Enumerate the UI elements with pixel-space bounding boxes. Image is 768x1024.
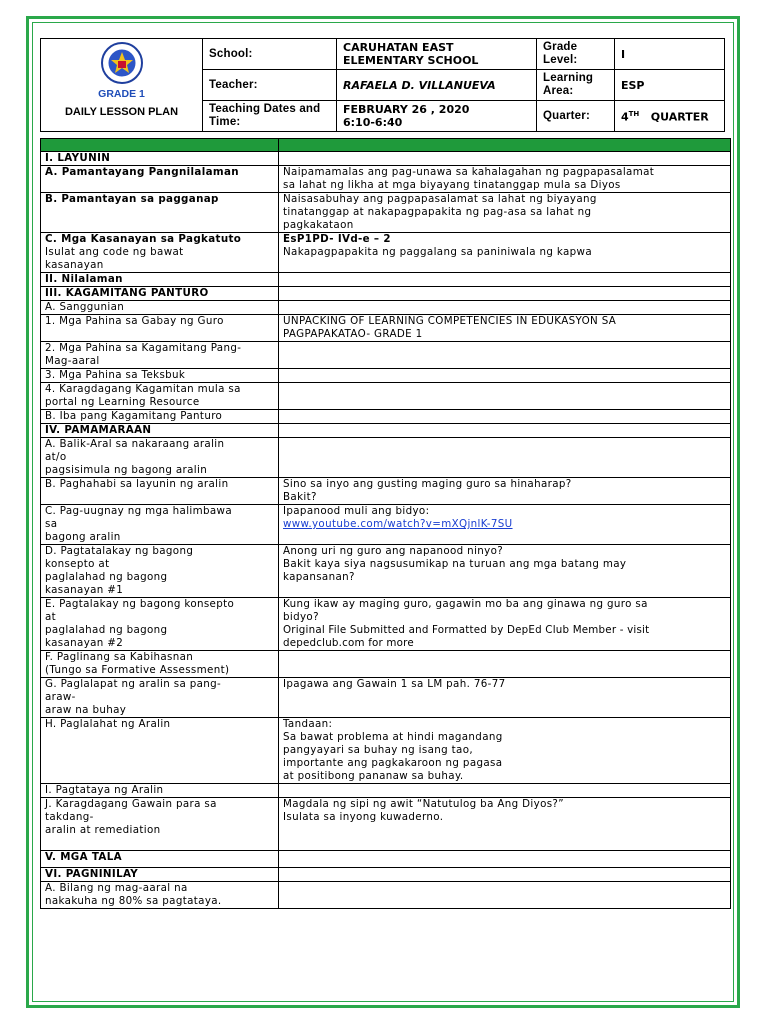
lesson-row <box>41 383 731 410</box>
lesson-row <box>41 882 731 909</box>
row-label: B. Iba pang Kagamitang Panturo <box>41 410 279 424</box>
row-label: 1. Mga Pahina sa Gabay ng Guro <box>41 315 279 342</box>
dates-value: FEBRUARY 26 , 2020 6:10-6:40 <box>337 101 537 132</box>
row-content <box>279 868 731 882</box>
row-label-note: Isulat ang code ng bawat kasanayan <box>45 246 184 271</box>
row-content <box>279 598 731 651</box>
row-content-text: Ipagawa ang Gawain 1 sa LM pah. 76-77 <box>283 678 506 690</box>
video-link[interactable]: www.youtube.com/watch?v=mXQjnlK-7SU <box>283 518 513 530</box>
row-label: H. Paglalahat ng Aralin <box>41 718 279 784</box>
row-label: 3. Mga Pahina sa Teksbuk <box>41 369 279 383</box>
row-content <box>279 301 731 315</box>
school-value: CARUHATAN EAST ELEMENTARY SCHOOL <box>337 39 537 70</box>
row-content <box>279 851 731 868</box>
row-label: I. Pagtataya ng Aralin <box>41 784 279 798</box>
grade-logo-label: GRADE 1 <box>98 88 145 100</box>
row-content <box>279 166 731 193</box>
quarter-value <box>615 101 725 132</box>
deped-seal-icon <box>101 42 143 84</box>
row-content <box>279 410 731 424</box>
row-content-text: Tandaan: Sa bawat problema at hindi magandang pangyayari sa buhay ng isang tao, importante ang pagkakaroon ng pagasa at positibong pananaw sa buhay. <box>283 718 503 782</box>
lesson-row <box>41 287 731 301</box>
row-content <box>279 273 731 287</box>
row-content-text: Naisasabuhay ang pagpapasalamat sa lahat ng biyayang tinatanggap at nakapagpapakita ng pag-asa sa lahat ng pagkakataon <box>283 193 597 231</box>
row-content-text: UNPACKING OF LEARNING COMPETENCIES IN EDUKASYON SA PAGPAPAKATAO- GRADE 1 <box>283 315 617 340</box>
row-content <box>279 383 731 410</box>
lesson-row <box>41 718 731 784</box>
lesson-row <box>41 598 731 651</box>
lesson-row <box>41 651 731 678</box>
row-content <box>279 651 731 678</box>
lesson-row <box>41 678 731 718</box>
dates-label: Teaching Dates and Time: <box>203 101 337 132</box>
row-content <box>279 233 731 273</box>
lesson-row <box>41 505 731 545</box>
teacher-value: RAFAELA D. VILLANUEVA <box>337 70 537 101</box>
row-label-heading: C. Mga Kasanayan sa Pagkatuto <box>45 233 242 245</box>
row-content <box>279 798 731 851</box>
row-label: G. Paglalapat ng aralin sa pang- araw- araw na buhay <box>41 678 279 718</box>
row-label: 2. Mga Pahina sa Kagamitang Pang- Mag-aaral <box>41 342 279 369</box>
lesson-row <box>41 273 731 287</box>
row-label: B. Paghahabi sa layunin ng aralin <box>41 478 279 505</box>
quarter-superscript: TH <box>628 110 640 119</box>
lesson-row <box>41 851 731 868</box>
row-content-text: Sino sa inyo ang gusting maging guro sa hinaharap? Bakit? <box>283 478 572 503</box>
learning-area-value: ESP <box>615 70 725 101</box>
row-label: J. Karagdagang Gawain para sa takdang- aralin at remediation <box>41 798 279 851</box>
row-content <box>279 438 731 478</box>
row-content <box>279 369 731 383</box>
row-label: E. Pagtalakay ng bagong konsepto at paglalahad ng bagong kasanayan #2 <box>41 598 279 651</box>
watermark-note: Original File Submitted and Formatted by DepEd Club Member - visit depedclub.com for more <box>283 624 650 649</box>
lesson-row <box>41 784 731 798</box>
row-content <box>279 287 731 301</box>
lesson-row <box>41 798 731 851</box>
row-label: D. Pagtatalakay ng bagong konsepto at paglalahad ng bagong kasanayan #1 <box>41 545 279 598</box>
row-label: IV. PAMAMARAAN <box>41 424 279 438</box>
lesson-row <box>41 193 731 233</box>
lesson-row <box>41 152 731 166</box>
lesson-row <box>41 478 731 505</box>
quarter-number: 4 <box>621 110 629 124</box>
row-label: B. Pamantayan sa pagganap <box>41 193 279 233</box>
learning-area-label: Learning Area: <box>537 70 615 101</box>
row-content <box>279 882 731 909</box>
lesson-row <box>41 410 731 424</box>
row-content <box>279 478 731 505</box>
lesson-plan-table <box>40 138 731 909</box>
grade-level-value: I <box>615 39 725 70</box>
row-label: A. Pamantayang Pangnilalaman <box>41 166 279 193</box>
header-table <box>40 38 725 132</box>
row-content-text: Kung ikaw ay maging guro, gagawin mo ba ang ginawa ng guro sa bidyo? <box>283 598 648 623</box>
dlp-title: DAILY LESSON PLAN <box>64 106 179 118</box>
row-label: A. Sanggunian <box>41 301 279 315</box>
row-label: A. Balik-Aral sa nakaraang aralin at/o pagsisimula ng bagong aralin <box>41 438 279 478</box>
row-label <box>41 233 279 273</box>
lesson-row <box>41 545 731 598</box>
row-content <box>279 718 731 784</box>
row-content <box>279 784 731 798</box>
row-label: V. MGA TALA <box>41 851 279 868</box>
green-header-row <box>41 139 731 152</box>
lesson-row <box>41 315 731 342</box>
competency-code: EsP1PD- IVd-e – 2 <box>283 233 391 245</box>
grade-level-label: Grade Level: <box>537 39 615 70</box>
row-label: A. Bilang ng mag-aaral na nakakuha ng 80% sa pagtataya. <box>41 882 279 909</box>
row-content <box>279 678 731 718</box>
lesson-row <box>41 233 731 273</box>
teacher-label: Teacher: <box>203 70 337 101</box>
school-label: School: <box>203 39 337 70</box>
quarter-label: Quarter: <box>537 101 615 132</box>
row-label: II. Nilalaman <box>41 273 279 287</box>
lesson-row <box>41 424 731 438</box>
row-content-text: Naipamamalas ang pag-unawa sa kahalagahan ng pagpapasalamat sa lahat ng likha at mga biyayang tinatanggap mula sa Diyos <box>283 166 655 191</box>
row-content-text: Anong uri ng guro ang napanood ninyo? Bakit kaya siya nagsusumikap na turuan ang mga batang may kapansanan? <box>283 545 627 583</box>
row-content-text: Magdala ng sipi ng awit “Natutulog ba Ang Diyos?” Isulata sa inyong kuwaderno. <box>283 798 564 823</box>
lesson-row <box>41 369 731 383</box>
row-label: III. KAGAMITANG PANTURO <box>41 287 279 301</box>
row-label: 4. Karagdagang Kagamitan mula sa portal ng Learning Resource <box>41 383 279 410</box>
row-content-text: Nakapagpapakita ng paggalang sa paniniwala ng kapwa <box>283 246 592 258</box>
row-content <box>279 505 731 545</box>
row-label: F. Paglinang sa Kabihasnan (Tungo sa Formative Assessment) <box>41 651 279 678</box>
row-content <box>279 152 731 166</box>
row-content <box>279 342 731 369</box>
row-label: I. LAYUNIN <box>41 152 279 166</box>
row-label: C. Pag-uugnay ng mga halimbawa sa bagong aralin <box>41 505 279 545</box>
lesson-row <box>41 342 731 369</box>
row-content <box>279 424 731 438</box>
row-content <box>279 193 731 233</box>
row-content <box>279 545 731 598</box>
logo-cell <box>41 39 203 132</box>
row-label: VI. PAGNINILAY <box>41 868 279 882</box>
lesson-row <box>41 166 731 193</box>
quarter-word: QUARTER <box>650 110 709 124</box>
row-content-text: Ipapanood muli ang bidyo: <box>283 505 430 517</box>
row-content <box>279 315 731 342</box>
lesson-row <box>41 438 731 478</box>
lesson-row <box>41 301 731 315</box>
lesson-row <box>41 868 731 882</box>
